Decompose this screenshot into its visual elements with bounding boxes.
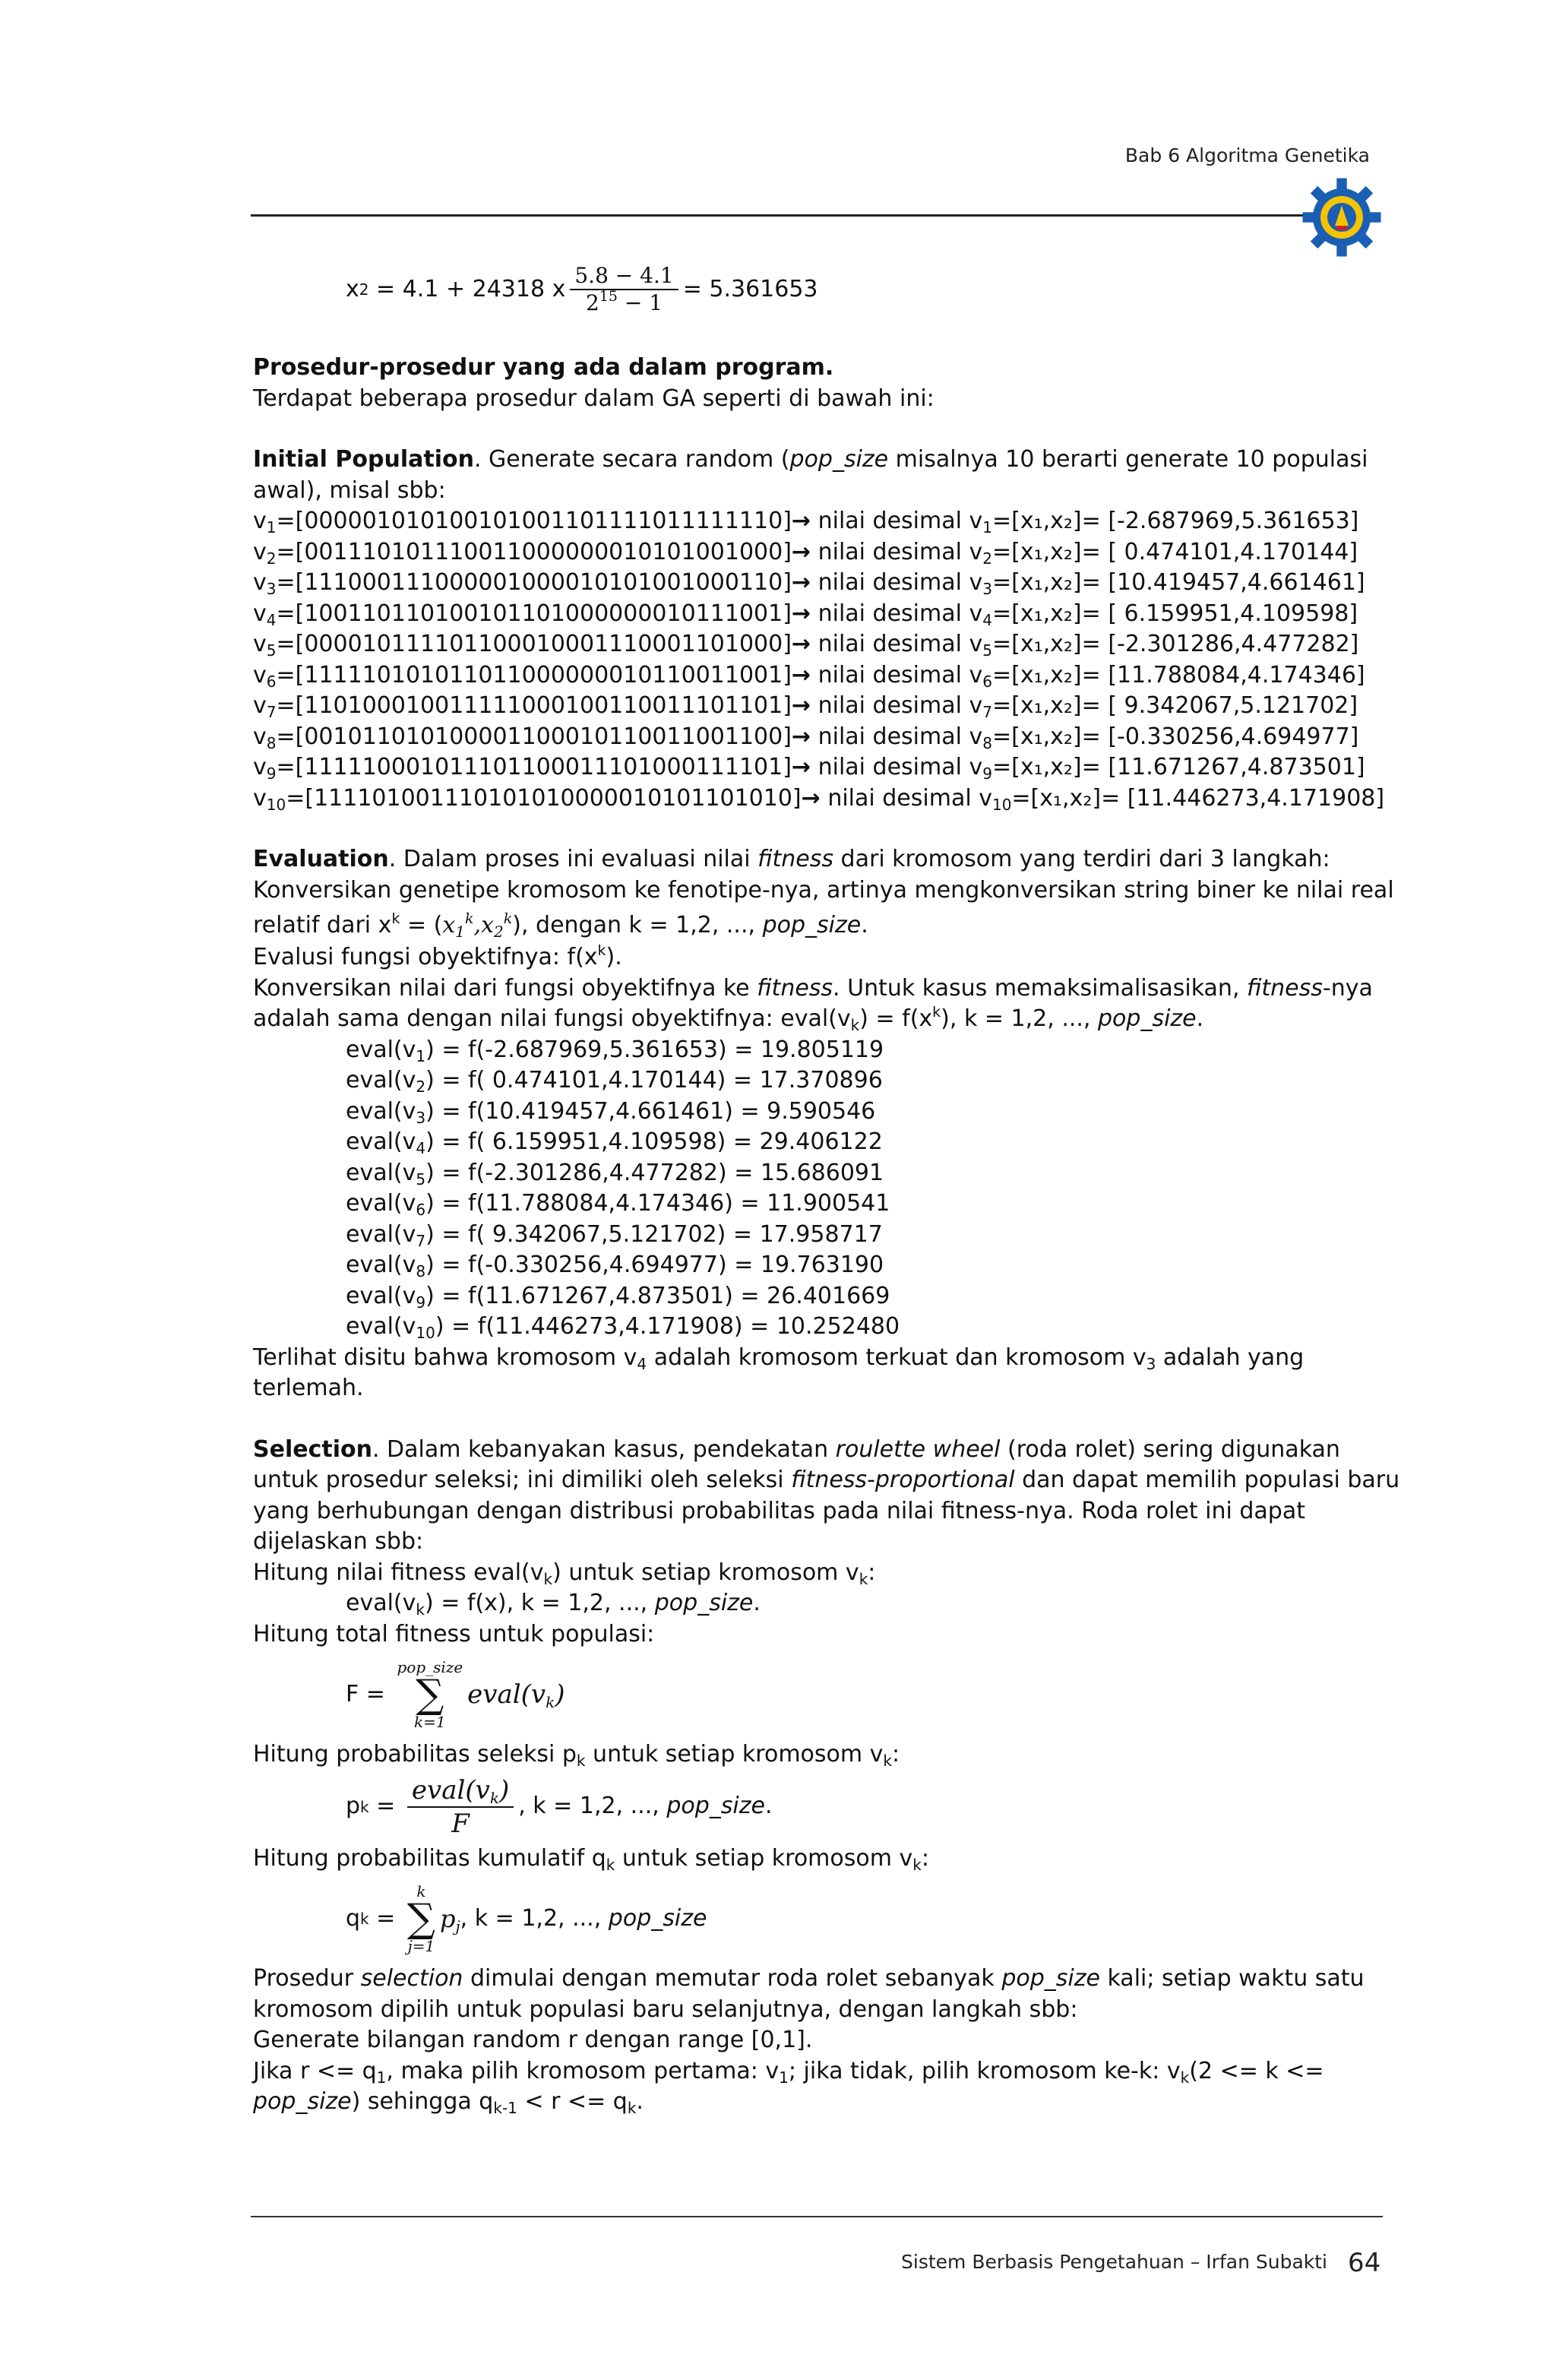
arrow-right-icon: → [791,600,811,627]
evaluation-same: adalah sama dengan nilai fungsi obyektifnya: $eval(v_k) = f(x^k)$, k = 1,2, ..., pop_size. [253,1004,1204,1034]
chromosome-row: $v_8=[001011010100001100010110011001100]\to$ nilai desimal $v_8=[x_1,x_2]= [-0.330256,4.694977]$ [253,723,1359,752]
chromosome-row: $v_4=[100110110100101101000000010111001]\to$ nilai desimal $v_4=[x_1,x_2]=$ [ 6.159951,4.109598] [253,600,1358,629]
initial-population-heading: Initial Population [253,446,474,473]
eval-row: $eval(v_2) = f$( 0.474101,4.170144) = 17.370896 [346,1067,883,1096]
arrow-right-icon: → [791,508,811,534]
eval-row: $eval(v_7) = f$( 9.342067,5.121702) = 17.958717 [346,1220,883,1250]
footer-text: Sistem Berbasis Pengetahuan – Irfan Subakti [901,2251,1327,2273]
evaluation-paragraph: Evaluation. Dalam proses ini evaluasi nilai fitness dari kromosom yang terdiri dari 3 langkah: [253,846,1330,872]
arrow-right-icon: → [791,661,811,688]
evaluation-heading: Evaluation [253,846,389,872]
selection-random-step: Generate bilangan random r dengan range [0,1]. [253,2027,813,2053]
eval-row: $eval(v_6) = f(11.788084,4.174346) = 11.900541$ [346,1190,890,1219]
p-fraction: $\frac{eval(v_k)}{F}$ [407,1774,514,1840]
eval-row: $eval(v_5) = f(-2.301286,4.477282) = 15.686091$ [346,1159,884,1188]
selection-text-2: untuk prosedur seleksi; ini dimiliki oleh seleksi fitness-proportional dan dapat memilih populasi baru [253,1467,1400,1493]
arrow-right-icon: → [801,784,821,812]
eval-list [253,1035,1377,1343]
page-number: 64 [1348,2248,1381,2278]
eval-row: $eval(v_{10}) = f(11.446273,4.171908) = 10.252480$ [346,1313,900,1342]
chromosome-row: $v_1=[000001010100101001101111011111110]\to$ nilai desimal $v_1=[x_1,x_2]= [-2.687969,5.361653]$ [253,508,1359,536]
evaluation-conclusion-cont: terlemah. [253,1375,364,1401]
arrow-right-icon: → [791,538,811,565]
arrow-right-icon: → [791,692,811,719]
evaluation-conclusion: Terlihat disitu bahwa kromosom $v_4$ adalah kromosom terkuat dan kromosom $v_3$ adalah yang [253,1343,1305,1373]
x2-formula: x 2 = 4.1 + 24318 x $\frac{5.8 - 4.1}{2^{15} - 1}$ = 5.361653 [346,263,818,315]
selection-fitness-step: Hitung nilai fitness $eval(v_k)$ untuk setiap kromosom $v_k$: [253,1559,876,1588]
selection-text-3: yang berhubungan dengan distribusi probabilitas pada nilai fitness-nya. Roda rolet ini dapat [253,1497,1305,1524]
arrow-right-icon: → [791,754,811,780]
chromosome-row: $v_7=[110100010011111000100110011101101]\to$ nilai desimal $v_7=[x_1,x_2]=$ [ 9.342067,5.121702] [253,692,1358,721]
selection-paragraph: Selection. Dalam kebanyakan kasus, pendekatan roulette wheel (roda rolet) sering digunakan [253,1435,1340,1463]
selection-procedure-cont: kromosom dipilih untuk populasi baru selanjutnya, dengan langkah sbb: [253,1995,1078,2023]
eval-row: $eval(v_8) = f(-0.330256,4.694977) = 19.763190$ [346,1252,884,1280]
selection-procedure: Prosedur selection dimulai dengan memutar roda rolet sebanyak pop_size kali; setiap waktu satu [253,1965,1365,1992]
footer-rule [251,2216,1383,2217]
eval-row: $eval(v_9) = f(11.671267,4.873501) = 26.401669$ [346,1282,890,1312]
chromosome-row: $v_2=[001110101110011000000010101001000]\to$ nilai desimal $v_2=[x_1,x_2]=$ [ 0.474101,4.170144] [253,538,1358,568]
header-rule [251,214,1322,217]
selection-if-step: Jika $r <= q_1$, maka pilih kromosom pertama: $v_1$; jika tidak, pilih kromosom ke-k: $v_k(2 <= k$ <= [253,2057,1324,2087]
eval-row: $eval(v_3) = f(10.419457,4.661461) = 9.590546$ [346,1097,876,1127]
selection-text-4: dijelaskan sbb: [253,1528,424,1555]
its-gear-logo-icon [1299,175,1384,260]
initial-population-paragraph: Initial Population. Generate secara random (pop_size misalnya 10 berarti generate 10 populasi [253,446,1368,473]
chromosome-list [253,506,1385,814]
selection-eval-def: $eval(v_k) = f(x)$, k = 1,2, ..., pop_size. [346,1590,761,1619]
x2-fraction: $\frac{5.8 - 4.1}{2^{15} - 1}$ [570,263,678,316]
arrow-right-icon: → [791,723,811,750]
chromosome-row: $v_3=[111000111000001000010101001000110]\to$ nilai desimal $v_3=[x_1,x_2]= [10.419457,4.661461]$ [253,569,1365,598]
selection-heading: Selection [253,1435,372,1463]
chromosome-row: $v_9=[111110001011101100011101000111101]\to$ nilai desimal $v_9=[x_1,x_2]= [11.671267,4.873501]$ [253,754,1365,783]
eval-row: $eval(v_4) = f$( 6.159951,4.109598) = 29.406122 [346,1128,883,1157]
F-formula: F = pop_size ∑ k=1 $eval(v_k)$ [346,1658,565,1731]
main-content [253,258,1400,2118]
procedures-heading: Prosedur-prosedur yang ada dalam program. [253,354,834,381]
selection-cumulative-step: Hitung probabilitas kumulatif $q_k$ untuk setiap kromosom $v_k$: [253,1844,929,1874]
initial-population-paragraph-cont: awal), misal sbb: [253,476,446,504]
arrow-right-icon: → [791,569,811,596]
chromosome-row: $v_6=[111110101011011000000010110011001]\to$ nilai desimal $v_6=[x_1,x_2]= [11.788084,4.174346]$ [253,661,1365,691]
evaluation-convert: Konversikan nilai dari fungsi obyektifnya ke fitness. Untuk kasus memaksimalisasikan, fitness-nya [253,974,1373,1002]
p-formula: p k = $\frac{eval(v_k)}{F}$ , k = 1,2, ..., pop_size . [346,1774,773,1839]
sum-symbol: pop_size ∑ k=1 [397,1658,463,1731]
evaluation-objective: Evalusi fungsi obyektifnya: $f(x^k)$. [253,942,622,970]
evaluation-text: Konversikan genetipe kromosom ke fenotipe-nya, artinya mengkonversikan string biner ke nilai real [253,876,1394,904]
selection-prob-step: Hitung probabilitas seleksi $p_k$ untuk setiap kromosom $v_k$: [253,1741,900,1770]
q-sum-symbol: k ∑ j=1 [406,1882,435,1955]
chapter-header: Bab 6 Algoritma Genetika [1124,144,1370,166]
procedures-intro: Terdapat beberapa prosedur dalam GA seperti di bawah ini: [253,385,935,412]
selection-total-step: Hitung total fitness untuk populasi: [253,1620,655,1647]
chromosome-row: $v_5=[000010111101100010001110001101000]\to$ nilai desimal $v_5=[x_1,x_2]= [-2.301286,4.477282]$ [253,631,1359,660]
eval-row: $eval(v_1) = f(-2.687969,5.361653) = 19.805119$ [346,1036,884,1065]
evaluation-relative: relatif dari $x^k = (x_1^k,x_2^k)$, dengan k = 1,2, ..., pop_size. [253,910,868,941]
selection-if-step-cont: pop_size) sehingga $q_{k-1} < r <= q_k$. [253,2088,644,2117]
arrow-right-icon: → [791,631,811,657]
q-formula: q k = k ∑ j=1 $p_j$ , k = 1,2, ..., pop_size [346,1882,707,1955]
chromosome-row: $v_{10}=[111101001110101010000010101101010]\to$ nilai desimal $v_{10}=[x_1,x_2]= [11.446273,4.171908]$ [253,784,1385,814]
